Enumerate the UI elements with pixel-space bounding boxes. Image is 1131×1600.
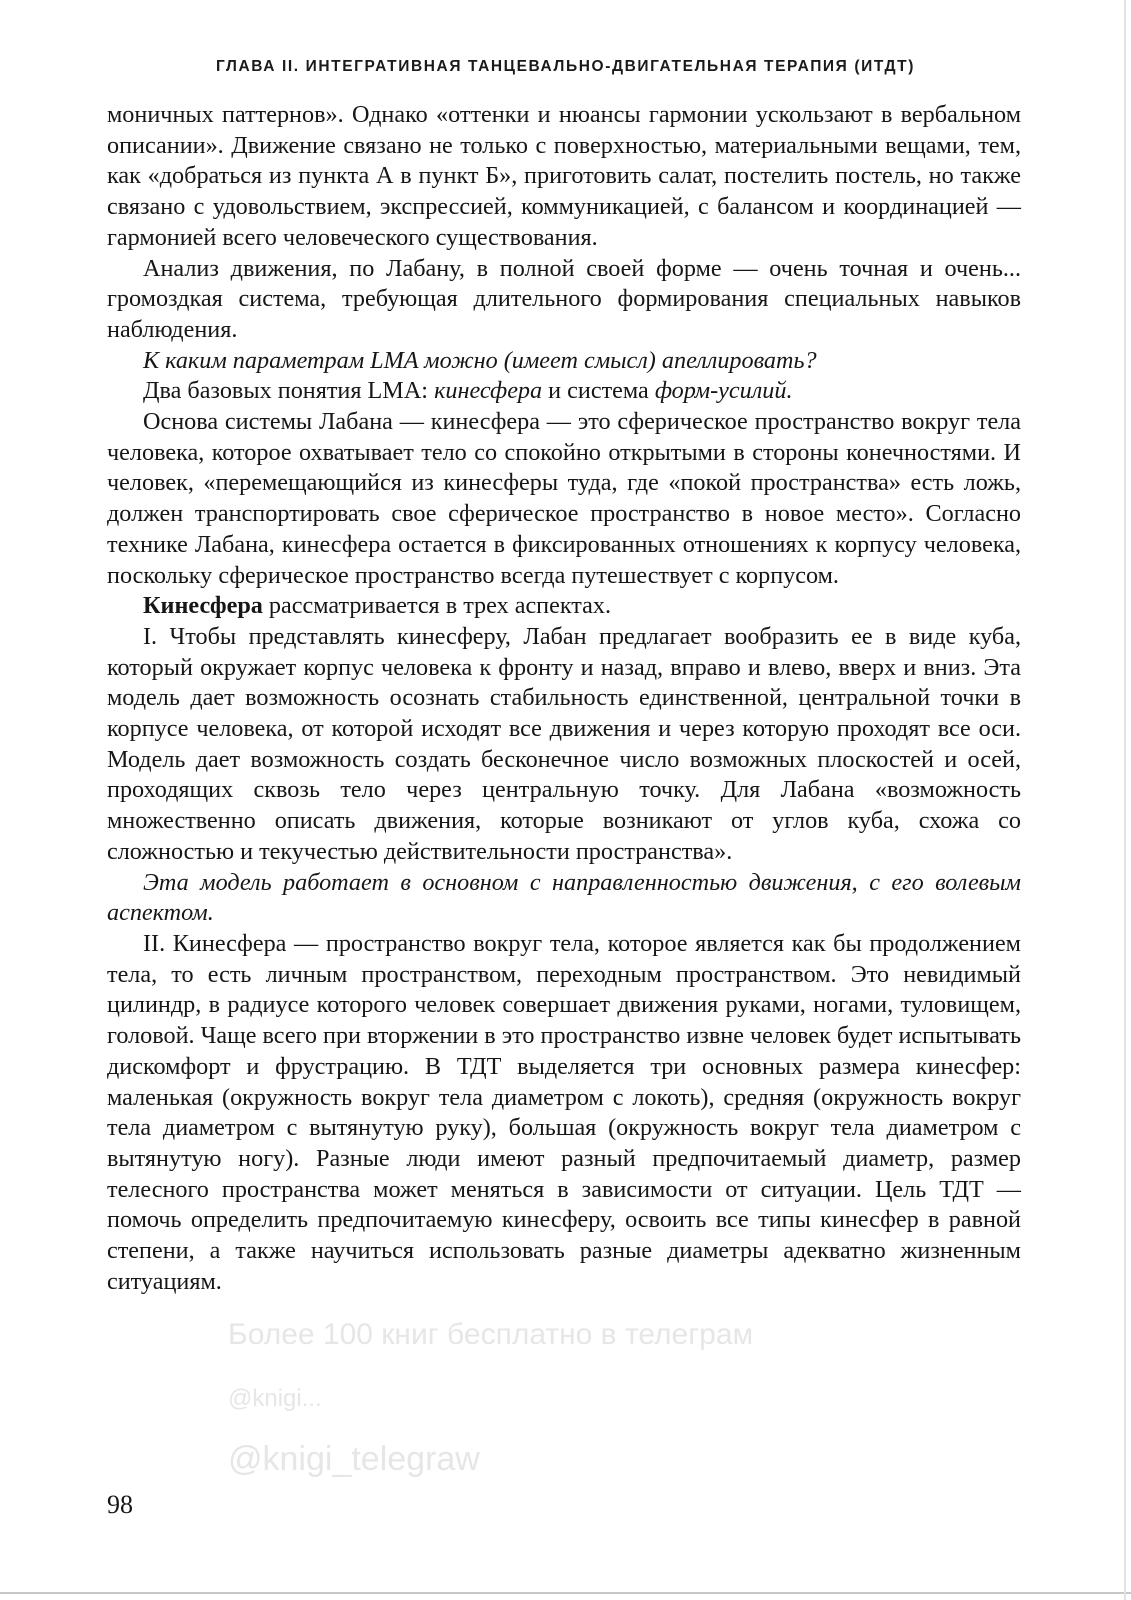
term-kinesphere: кинесфера <box>434 377 543 405</box>
paragraph-model-note: Эта модель работает в основном с направленностью движения, с его волевым аспектом. <box>107 868 1021 927</box>
paragraph-2: Анализ движения, по Лабану, в полной своей форме — очень точная и очень... громоздкая система, требующая длительного формирования специальных навыков наблюдения. <box>107 254 1021 343</box>
paragraph-1: моничных паттернов». Однако «оттенки и нюансы гармонии ускользают в вербальном описании». Движение связано не только с поверхностью, материальными вещами, тем, как «добраться из пункта А в пункт Б», приготовить салат, постелить постель, но также связано с удовольствием, экспрессией, коммуникацией, с балансом и координацией — гармонией всего человеческого существования. <box>107 101 1021 251</box>
paragraph-kinesphere-basis: Основа системы Лабана — кинесфера — это сферическое пространство вокруг тела человека, которое охватывает тело со спокойно открытыми в стороны конечностями. И человек, «перемещающийся из кинесферы туда, где «покой пространства» есть ложь, должен транспортировать свое сферическое пространство в новое место». Согласно технике Лабана, кинесфера остается в фиксированных отношениях к корпусу человека, поскольку сферическое пространство всегда путешествует с корпусом. <box>107 408 1021 589</box>
watermark-line-3: @knigi_telegraw <box>228 1440 480 1478</box>
bottom-edge <box>0 1592 1131 1594</box>
watermark-line-1: Более 100 книг бесплатно в телеграм <box>228 1318 754 1351</box>
aspects-rest: рассматривается в трех аспектах. <box>262 592 612 620</box>
page-body <box>107 100 1021 1297</box>
paragraph-aspect-1: I. Чтобы представлять кинесферу, Лабан предлагает вообразить ее в виде куба, который окружает корпус человека к фронту и назад, вправо и влево, вверх и вниз. Эта модель дает возможность осознать стабильность единственной, центральной точки в корпусе человека, от которой исходят все движения и через которую проходят все оси. Модель дает возможность создать бесконечное число возможных плоскостей и осей, проходящих сквозь тело через центральную точку. Для Лабана «возможность множественно описать движения, которые возникают от углов куба, схожа со сложностью и текучестью действительности пространства». <box>107 622 1021 865</box>
concepts-lead: Два базовых понятия LMA: <box>143 377 435 405</box>
term-effort-shape: форм-усилий. <box>654 377 793 405</box>
term-kinesphere-bold: Кинесфера <box>143 592 263 620</box>
concepts-mid: и система <box>542 377 655 405</box>
page-number: 98 <box>107 1490 133 1519</box>
paragraph-concepts <box>107 376 1021 407</box>
paragraph-aspects <box>107 591 1021 622</box>
paragraph-question: К каким параметрам LMA можно (имеет смысл) апеллировать? <box>143 346 817 374</box>
watermark-line-2: @knigi... <box>228 1385 322 1412</box>
right-edge <box>1124 0 1126 1600</box>
running-header: ГЛАВА II. ИНТЕГРАТИВНАЯ ТАНЦЕВАЛЬНО-ДВИГАТЕЛЬНАЯ ТЕРАПИЯ (ИТДТ) <box>216 58 915 75</box>
paragraph-aspect-2: II. Кинесфера — пространство вокруг тела, которое является как бы продолжением тела, то есть личным пространством, переходным пространством. Это невидимый цилиндр, в радиусе которого человек совершает движения руками, ногами, туловищем, головой. Чаще всего при вторжении в это пространство извне человек будет испытывать дискомфорт и фрустрацию. В ТДТ выделяется три основных размера кинесфер: маленькая (окружность вокруг тела диаметром с локоть), средняя (окружность вокруг тела диаметром с вытянутую руку), большая (окружность вокруг тела диаметром с вытянутую ногу). Разные люди имеют разный предпочитаемый диаметр, размер телесного пространства может меняться в зависимости от ситуации. Цель ТДТ — помочь определить предпочитаемую кинесферу, освоить все типы кинесфер в равной степени, а также научиться использовать разные диаметры адекватно жизненным ситуациям. <box>107 929 1021 1295</box>
